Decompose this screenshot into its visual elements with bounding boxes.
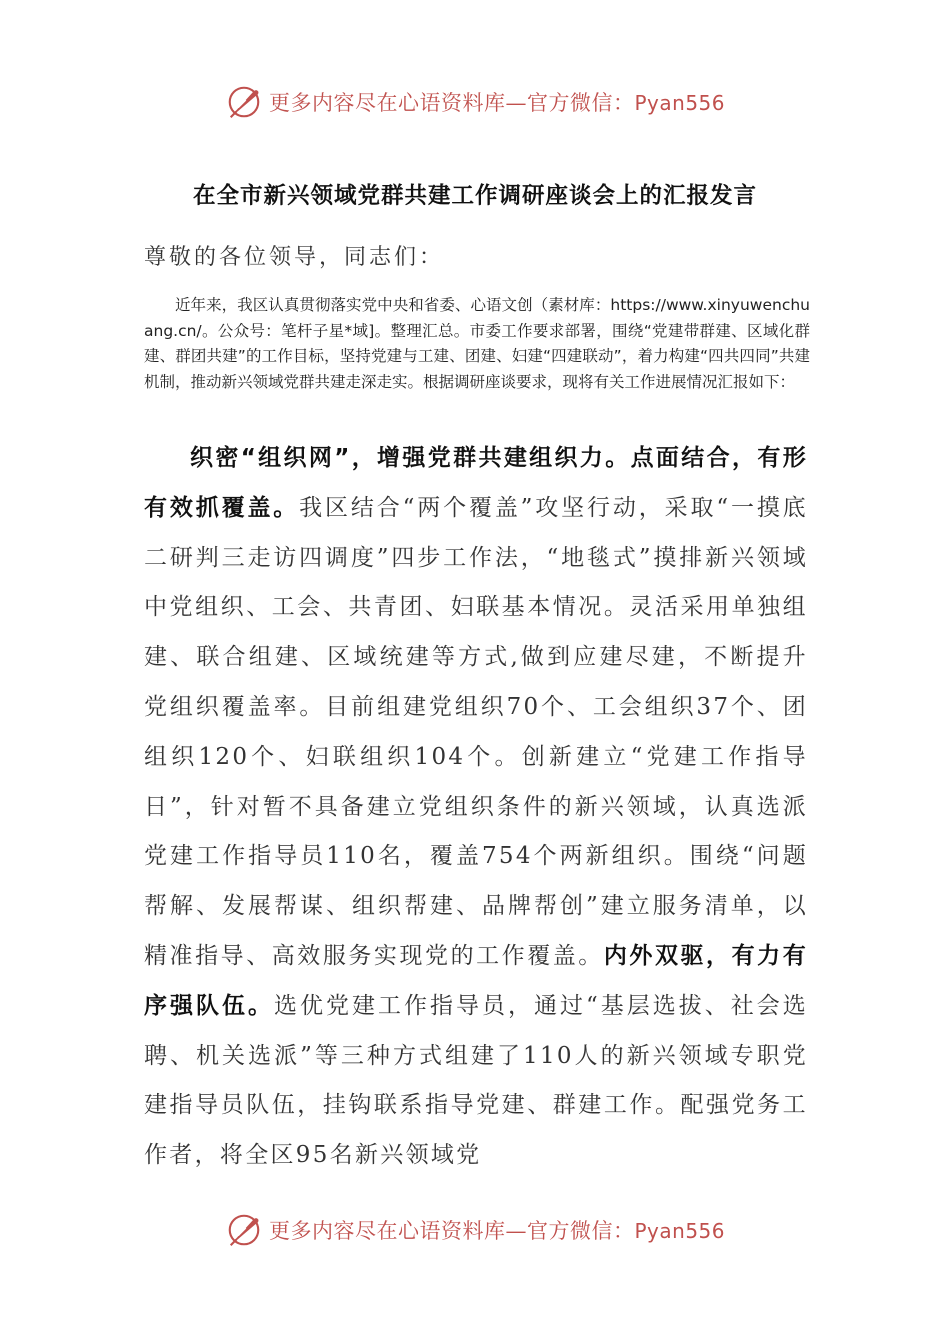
section-heading-1: 织密“组织网”，增强党群共建组织力。点面结合，有形有效抓覆盖。 xyxy=(144,445,808,521)
section-heading-2: 内外双驱，有力有序强队伍。 xyxy=(144,942,808,1019)
wechat-id: Pyan556 xyxy=(634,1219,725,1243)
body-paragraph xyxy=(144,434,808,1181)
body-text-1: 我区结合“两个覆盖”攻坚行动，采取“一摸底二研判三走访四调度”四步工作法，“地毯式”摸排新兴领域中党组织、工会、共青团、妇联基本情况。灵活采用单独组建、联合组建、区域统建等方式,做到应建尽建，不断提升党组织覆盖率。目前组建党组织70个、工会组织37个、团组织120个、妇联组织104个。创新建立“党建工作指导日”，针对暂不具备建立党组织条件的新兴领域，认真选派党建工作指导员110名，覆盖754个两新组织。围绕“问题帮解、发展帮谋、组织帮建、品牌帮创”建立服务清单，以精准指导、高效服务实现党的工作覆盖。 xyxy=(144,494,808,969)
body-text-2: 选优党建工作指导员，通过“基层选拔、社会选聘、机关选派”等三种方式组建了110人的新兴领域专职党建指导员队伍，挂钩联系指导党建、群建工作。配强党务工作者，将全区95名新兴领域党 xyxy=(144,992,809,1169)
banner-text: 更多内容尽在心语资料库—官方微信：Pyan556 xyxy=(268,91,725,115)
wechat-id: Pyan556 xyxy=(634,91,725,115)
intro-paragraph: 近年来，我区认真贯彻落实党中央和省委、心语文创（素材库：https://www.xinyuwenchuang.cn/。公众号：笔杆子星*域]。整理汇总。市委工作要求部署，围绕“党建带群建、区域化群建、群团共建”的工作目标，坚持党建与工建、团建、妇建“四建联动”，着力构建“四共四同”共建机制，推动新兴领域党群共建走深走实。根据调研座谈要求，现将有关工作进展情况汇报如下： xyxy=(144,296,810,391)
header-banner xyxy=(0,82,950,122)
banner-text: 更多内容尽在心语资料库—官方微信：Pyan556 xyxy=(268,1219,725,1243)
document-title: 在全市新兴领域党群共建工作调研座谈会上的汇报发言 xyxy=(192,183,757,209)
quill-pen-logo-icon xyxy=(225,1211,263,1249)
footer-banner xyxy=(0,1210,950,1250)
salutation: 尊敬的各位领导，同志们： xyxy=(144,245,445,270)
quill-pen-logo-icon xyxy=(225,83,263,121)
